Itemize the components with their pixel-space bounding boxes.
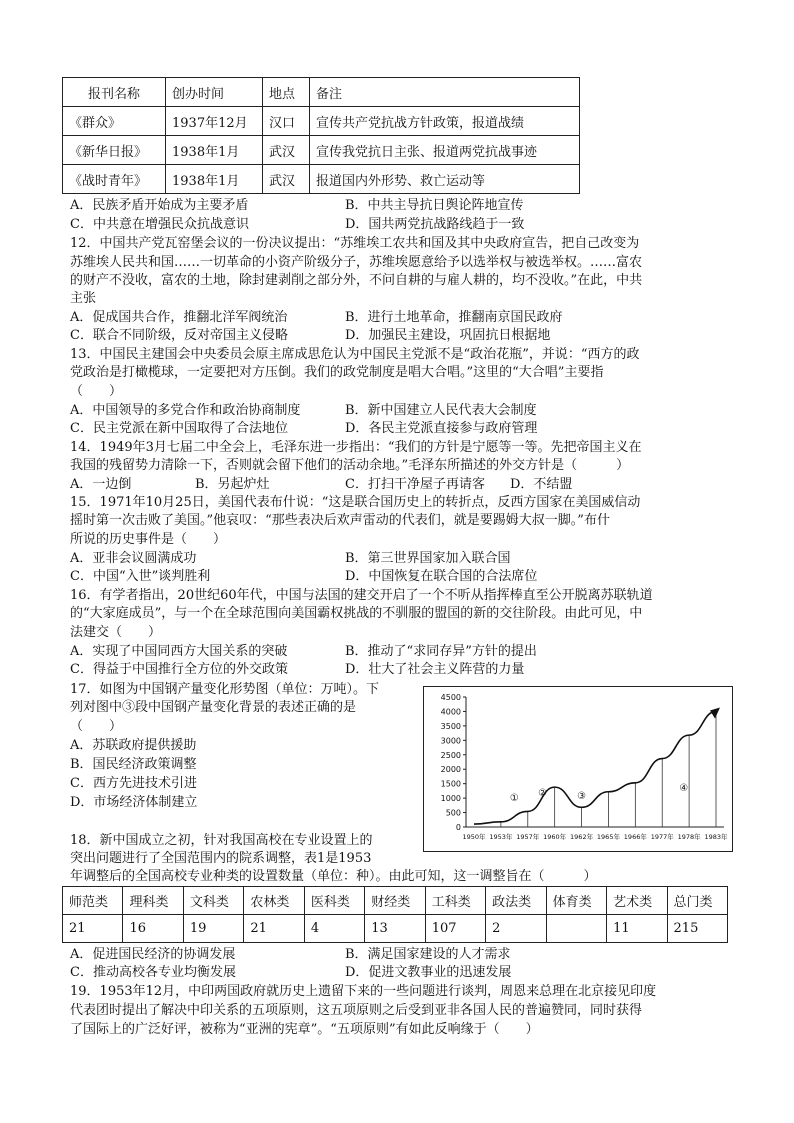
q17-stem-line: （ ） [70, 719, 123, 734]
q12-stem-line: 12．中国共产党瓦窑堡会议的一份决议提出：“苏维埃工农共和国及其中央政府宣告，把自己改变为 [70, 236, 640, 251]
table-cell: 11 [607, 915, 667, 943]
table-header-cell: 文科类 [183, 887, 243, 915]
table-cell [546, 915, 606, 943]
table-cell: 1937年12月 [166, 107, 263, 136]
table-row [63, 165, 580, 194]
steel-output-chart-svg [424, 687, 732, 851]
y-tick-label: 3500 [440, 721, 461, 731]
y-tick-label: 4500 [440, 693, 461, 702]
table-header-row [63, 78, 580, 107]
q13-option-b: B．新中国建立人民代表大会制度 [345, 403, 537, 418]
table-cell: 宣传我党抗日主张、报道两党抗战事迹 [310, 136, 580, 165]
table-cell: 21 [244, 915, 304, 943]
table-cell: 武汉 [263, 136, 310, 165]
table-header-cell: 报刊名称 [63, 78, 166, 107]
table-cell: 4 [304, 915, 364, 943]
q15-option-b: B．第三世界国家加入联合国 [345, 551, 511, 566]
q15-option-c: C．中国“入世”谈判胜利 [70, 569, 211, 584]
major-count-table [62, 886, 728, 943]
segment-label: ① [509, 793, 519, 804]
q16-stem-line: 16．有学者指出，20世纪60年代，中国与法国的建交开启了一个不听从指挥棒直至公开脱离苏联轨道 [70, 588, 653, 603]
table-header-cell: 财经类 [365, 887, 425, 915]
table-header-cell: 工科类 [425, 887, 485, 915]
q15-stem-line: 15．1971年10月25日，美国代表布什说：“这是联合国历史上的转折点，反西方国家在美国威信动 [70, 495, 641, 510]
q13-stem-line: （ ） [70, 384, 123, 399]
table-cell: 2 [486, 915, 546, 943]
q18-option-a: A．促进国民经济的协调发展 [70, 947, 236, 962]
q12-option-a: A．促成国共合作，推翻北洋军阀统治 [70, 310, 288, 325]
table-cell: 武汉 [263, 165, 310, 194]
q11-option-b: B．中共主导抗日舆论阵地宣传 [345, 198, 524, 213]
q16-stem-line: 的“大家庭成员”，与一个在全球范围向美国霸权挑战的不驯服的盟国的新的交往阶段。由此可见，中 [70, 606, 643, 621]
q17-stem-line: 17．如图为中国钢产量变化形势图（单位：万吨）。下 [70, 682, 380, 697]
q19-stem-line: 代表团时提出了解决中印关系的五项原则，这五项原则之后受到亚非各国人民的普遍赞同，同时获得 [70, 1003, 643, 1018]
x-tick-label: 1983年 [704, 833, 728, 841]
table-cell: 《战时青年》 [63, 165, 166, 194]
table-header-cell: 体育类 [546, 887, 606, 915]
table-cell: 1938年1月 [166, 165, 263, 194]
q18-stem-line: 18．新中国成立之初，针对我国高校在专业设置上的 [70, 833, 373, 848]
table-header-cell: 农林类 [244, 887, 304, 915]
q14-option-a: A．一边倒 [70, 477, 132, 492]
y-tick-label: 1500 [440, 779, 461, 789]
table-header-cell: 医科类 [304, 887, 364, 915]
steel-output-chart [423, 686, 733, 852]
q17-option-d: D．市场经济体制建立 [70, 795, 198, 810]
steel-output-line [474, 711, 716, 824]
table-cell: 215 [667, 915, 727, 943]
table-cell: 13 [365, 915, 425, 943]
table-row [63, 136, 580, 165]
q15-option-a: A．亚非会议圆满成功 [70, 551, 197, 566]
q14-stem-line: 我国的残留势力清除一下，否则就会留下他们的活动余地。”毛泽东所描述的外交方针是（ ） [70, 458, 630, 473]
q16-stem-line: 法建交（ ） [70, 625, 162, 640]
q12-stem-line: 主张 [70, 291, 97, 306]
table-row [63, 915, 728, 943]
y-tick-label: 3000 [440, 736, 461, 746]
q17-option-a: A．苏联政府提供援助 [70, 738, 197, 753]
q18-stem-line: 突出问题进行了全国范围内的院系调整，表1是1953 [70, 851, 372, 866]
q14-option-b: B．另起炉灶 [195, 477, 270, 492]
y-tick-label: 2000 [440, 765, 461, 775]
segment-label: ② [538, 788, 548, 800]
q19-stem-line: 了国际上的广泛好评，被称为“亚洲的宪章”。“五项原则”有如此反响缘于（ ） [70, 1022, 539, 1037]
q17-option-c: C．西方先进技术引进 [70, 776, 197, 791]
segment-label: ③ [577, 791, 587, 802]
q16-option-d: D．壮大了社会主义阵营的力量 [345, 662, 525, 677]
y-tick-label: 500 [445, 808, 461, 818]
table-cell: 19 [183, 915, 243, 943]
q11-option-c: C．中共意在增强民众抗战意识 [70, 217, 249, 232]
table-header-cell: 政法类 [486, 887, 546, 915]
table-header-cell: 艺术类 [607, 887, 667, 915]
q15-stem-line: 所说的历史事件是（ ） [70, 532, 227, 547]
x-tick-label: 1953年 [489, 833, 513, 841]
table-cell: 《群众》 [63, 107, 166, 136]
q13-stem-line: 13．中国民主建国会中央委员会原主席成思危认为中国民主党派不是“政治花瓶”，并说：“西方的政 [70, 347, 640, 362]
q11-option-a: A．民族矛盾开始成为主要矛盾 [70, 198, 249, 213]
x-tick-label: 1965年 [596, 833, 620, 841]
q19-stem-line: 19．1953年12月，中印两国政府就历史上遗留下来的一些问题进行谈判，周恩来总理在北京接见印度 [70, 984, 657, 999]
q12-option-c: C．联合不同阶级，反对帝国主义侵略 [70, 328, 288, 343]
table-header-cell: 备注 [310, 78, 580, 107]
table-header-cell: 理科类 [123, 887, 183, 915]
q18-option-b: B．满足国家建设的人才需求 [345, 947, 511, 962]
table-header-cell: 师范类 [63, 887, 123, 915]
q18-option-c: C．推动高校各专业均衡发展 [70, 965, 236, 980]
q12-stem-line: 苏维埃人民共和国……一切革命的小资产阶级分子，苏维埃愿意给予以选举权与被选举权。……富农 [70, 255, 643, 270]
table-cell: 宣传共产党抗战方针政策，报道战绩 [310, 107, 580, 136]
q16-option-b: B．推动了“求同存异”方针的提出 [345, 644, 537, 659]
y-tick-label: 0 [455, 823, 461, 832]
q15-stem-line: 摇时第一次击败了美国。”他哀叹：“那些表决后欢声雷动的代表们，就是要踢姆大叔一脚。”布什 [70, 513, 610, 528]
q12-stem-line: 的财产不没收，富农的土地，除封建剥削之部分外，不问自耕的与雇人耕的，均不没收。”在此，中共 [70, 273, 643, 288]
y-tick-label: 4000 [440, 707, 461, 717]
x-tick-label: 1977年 [650, 833, 674, 841]
x-tick-label: 1966年 [623, 833, 647, 841]
q11-option-d: D．国共两党抗战路线趋于一致 [345, 217, 525, 232]
x-tick-label: 1962年 [570, 833, 594, 841]
table-cell: 107 [425, 915, 485, 943]
y-tick-label: 2500 [440, 750, 461, 760]
q12-option-d: D．加强民主建设，巩固抗日根据地 [345, 328, 551, 343]
table-header-cell: 创办时间 [166, 78, 263, 107]
table-cell: 汉口 [263, 107, 310, 136]
q14-option-c: C．打扫干净屋子再请客 [345, 477, 485, 492]
q18-stem-line: 年调整后的全国高校专业种类的设置数量（单位：种）。由此可知，这一调整旨在（ ） [70, 869, 597, 884]
table-cell: 报道国内外形势、救亡运动等 [310, 165, 580, 194]
q15-option-d: D．中国恢复在联合国的合法席位 [345, 569, 538, 584]
q18-option-d: D．促进文教事业的迅速发展 [345, 965, 512, 980]
q12-option-b: B．进行土地革命，推翻南京国民政府 [345, 310, 563, 325]
x-tick-label: 1960年 [543, 833, 567, 841]
q13-option-c: C．民主党派在新中国取得了合法地位 [70, 421, 288, 436]
q16-option-c: C．得益于中国推行全方位的外交政策 [70, 662, 288, 677]
table-cell: 21 [63, 915, 123, 943]
x-tick-label: 1978年 [677, 833, 701, 841]
q16-option-a: A．实现了中国同西方大国关系的突破 [70, 644, 288, 659]
q14-stem-line: 14．1949年3月七届二中全会上，毛泽东进一步指出：“我们的方针是宁愿等一等。先把帝国主义在 [70, 440, 642, 455]
q17-stem-line: 列对图中③段中国钢产量变化背景的表述正确的是 [70, 700, 357, 715]
x-tick-label: 1950年 [462, 833, 486, 841]
table-header-row [63, 887, 728, 915]
q13-stem-line: 党政治是打橄榄球，一定要把对方压倒。我们的政党制度是唱大合唱。”这里的“大合唱”主要指 [70, 365, 604, 380]
table-row [63, 107, 580, 136]
table-header-cell: 地点 [263, 78, 310, 107]
segment-label: ④ [679, 783, 689, 794]
q17-option-b: B．国民经济政策调整 [70, 757, 197, 772]
table-header-cell: 总门类 [667, 887, 727, 915]
table-cell: 16 [123, 915, 183, 943]
q14-option-d: D．不结盟 [510, 477, 573, 492]
newspaper-table [62, 77, 580, 194]
table-cell: 《新华日报》 [63, 136, 166, 165]
y-tick-label: 1000 [440, 794, 461, 804]
q13-option-a: A．中国领导的多党合作和政治协商制度 [70, 403, 301, 418]
x-tick-label: 1957年 [516, 833, 540, 841]
table-cell: 1938年1月 [166, 136, 263, 165]
q13-option-d: D．各民主党派直接参与政府管理 [345, 421, 538, 436]
